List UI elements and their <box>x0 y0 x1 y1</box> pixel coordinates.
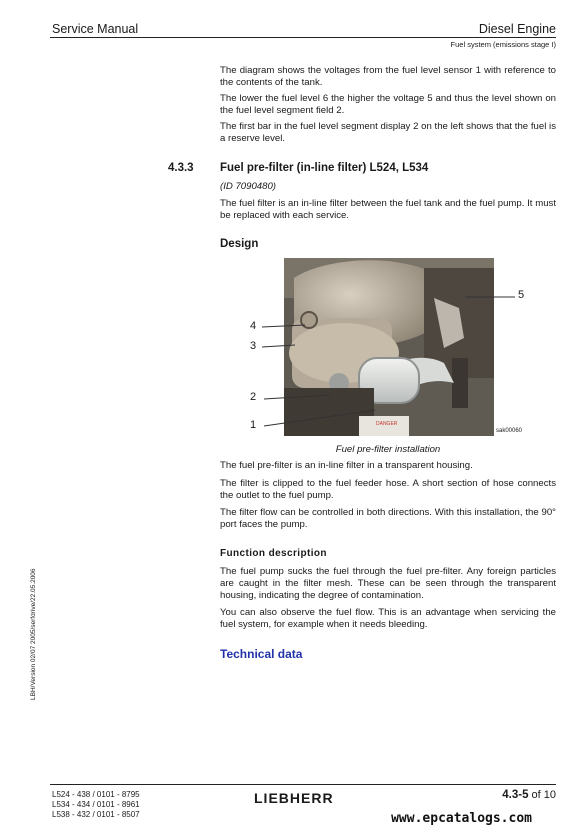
callout-2: 2 <box>250 391 257 403</box>
callout-4: 4 <box>250 320 257 332</box>
footer-model-codes <box>52 790 140 820</box>
section-title: Fuel pre-filter (in-line filter) L524, L534 <box>220 162 429 174</box>
header-subtitle: Fuel system (emissions stage I) <box>450 40 556 49</box>
header-divider <box>50 37 556 38</box>
header-right-title: Diesel Engine <box>478 22 556 36</box>
intro-paragraph-1: The diagram shows the voltages from the fuel level sensor 1 with reference to the contents of the tank. <box>220 65 556 88</box>
photo-id: sak00060 <box>496 428 523 434</box>
design-paragraph-1: The fuel pre-filter is an in-line filter in a transparent housing. <box>220 460 473 471</box>
footer-code-1: L524 - 438 / 0101 - 8795 <box>52 790 140 799</box>
design-paragraph-2: The filter is clipped to the fuel feeder hose. A short section of hose connects the outlet to the fuel pump. <box>220 478 556 501</box>
function-paragraph-1: The fuel pump sucks the fuel through the fuel pre-filter. Any foreign particles are caught in the filter mesh. These can be seen through the transparent housing, indicating the degree of contamination. <box>220 566 556 601</box>
design-heading: Design <box>220 238 259 250</box>
design-paragraph-3: The filter flow can be controlled in both directions. With this installation, the 90° port faces the pump. <box>220 507 556 530</box>
figure-caption: Fuel pre-filter installation <box>335 444 441 455</box>
photo-warning-label: DANGER <box>376 421 398 427</box>
function-heading: Function description <box>220 548 327 559</box>
header-left-title: Service Manual <box>52 22 139 36</box>
page-number <box>502 789 556 801</box>
footer-code-3: L538 - 432 / 0101 - 8507 <box>52 810 140 819</box>
section-number: 4.3.3 <box>168 162 194 174</box>
footer-code-2: L534 - 434 / 0101 - 8961 <box>52 800 140 809</box>
page-number-value: 4.3-5 <box>502 789 529 801</box>
footer-divider <box>50 784 556 785</box>
section-id: (ID 7090480) <box>220 181 276 192</box>
function-paragraph-2: You can also observe the fuel flow. This is an advantage when servicing the fuel system, for example when it needs bleeding. <box>220 607 556 630</box>
page-number-total: of 10 <box>531 789 556 801</box>
callout-1: 1 <box>250 419 257 431</box>
watermark-url[interactable]: www.epcatalogs.com <box>391 811 532 826</box>
callout-lines <box>240 285 540 440</box>
intro-paragraph-2: The lower the fuel level 6 the higher the voltage 5 and thus the level shown on the fuel level segment field 2. <box>220 93 556 116</box>
callout-3: 3 <box>250 340 257 352</box>
technical-data-heading: Technical data <box>220 647 303 661</box>
callout-5: 5 <box>518 289 525 301</box>
side-version-text: LBH/Version 02/07 2005/serfdrive/22.05.2006 <box>30 568 37 700</box>
section-paragraph: The fuel filter is an in-line filter between the fuel tank and the fuel pump. It must be replaced with each service. <box>220 198 556 221</box>
intro-paragraph-3: The first bar in the fuel level segment display 2 on the left shows that the fuel is a reserve level. <box>220 121 556 143</box>
liebherr-logo: LIEBHERR <box>254 790 334 806</box>
